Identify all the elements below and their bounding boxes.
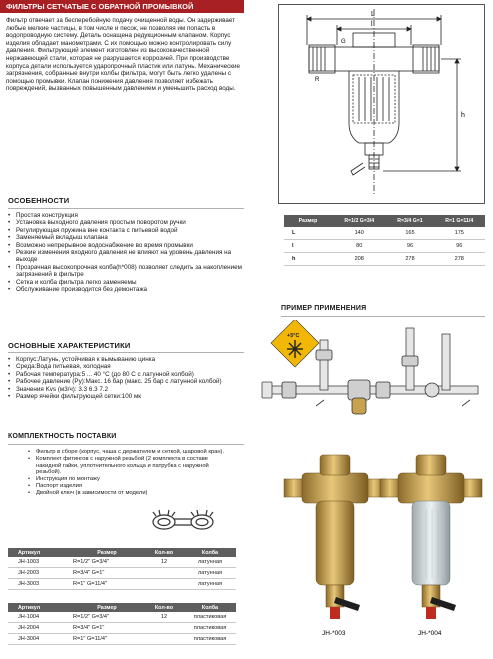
table-row	[8, 579, 236, 590]
dim-cell: 165	[386, 227, 433, 240]
size-cell: R=1" G=11/4"	[70, 579, 144, 590]
column-header: R=1/2 G=3/4	[332, 215, 386, 227]
list-item: • Сетка и колба фильтра легко заменяемы	[6, 279, 244, 286]
bowl-cell: пластиковая	[184, 612, 236, 623]
meter-icon	[425, 383, 439, 397]
kit-divider	[8, 444, 244, 445]
label-G: G	[341, 39, 346, 45]
table-row	[284, 227, 485, 240]
label-h: h	[461, 112, 465, 119]
bowl-cell: латунная	[184, 557, 236, 568]
list-item: • Комплект фитингов с наружной резьбой (2 комплекта в составе накидной гайки, уплотнительного кольца и патрубка с наружной резьбой).	[26, 456, 226, 476]
article-cell: JH-1003	[8, 557, 70, 568]
list-item: • Двойной ключ (в зависимости от модели)	[26, 490, 226, 497]
label-R: R	[315, 77, 320, 83]
column-header: Размер	[284, 215, 332, 227]
column-header: Кол-во	[144, 603, 184, 612]
list-item: • Заменяемый вкладыш клапана	[6, 234, 244, 241]
photo-caption-brass: JH-*003	[322, 630, 346, 637]
column-header: Колба	[184, 603, 236, 612]
column-header: Кол-во	[144, 548, 184, 557]
table-row	[284, 240, 485, 253]
specs-divider	[8, 352, 244, 353]
list-item: • Рабочее давление (Ру):Макс. 16 бар (макс. 25 бар с латунной колбой)	[6, 378, 238, 385]
bowl-cell: латунная	[184, 579, 236, 590]
size-cell: R=3/4" G=1"	[70, 623, 144, 634]
qty-cell	[144, 579, 184, 590]
double-wrench-icon	[150, 506, 216, 540]
table-row	[284, 253, 485, 266]
article-cell: JH-3004	[8, 634, 70, 645]
list-item: • Паспорт изделия	[26, 483, 226, 490]
product-photos	[276, 445, 488, 641]
dim-cell: 175	[434, 227, 486, 240]
article-cell: JH-1004	[8, 612, 70, 623]
qty-cell	[144, 623, 184, 634]
qty-cell	[144, 634, 184, 645]
list-item: • Фильтр в сборе (корпус, чаша с держателем и сеткой, шаровой кран).	[26, 449, 226, 456]
size-cell: R=1/2" G=3/4"	[70, 612, 144, 623]
list-item: • Прозрачная высокопрочная колба(h*008) позволяет следить за накоплением загрязнений в фильтре	[6, 264, 244, 279]
column-header: R=3/4 G=1	[386, 215, 433, 227]
dimensions-table	[284, 215, 485, 266]
application-diagram	[256, 320, 490, 420]
column-header: Колба	[184, 548, 236, 557]
column-header: Артикул	[8, 548, 70, 557]
filter-dimension-drawing	[279, 5, 484, 203]
filter-icon	[352, 398, 366, 414]
label-l: l	[371, 21, 373, 28]
size-cell: R=1" G=11/4"	[70, 634, 144, 645]
products-table-brass	[8, 548, 236, 590]
features-divider	[8, 208, 244, 209]
dim-cell: 278	[434, 253, 486, 266]
article-cell: JH-2004	[8, 623, 70, 634]
frost-badge	[271, 320, 319, 367]
list-item: • Среда:Вода питьевая, холодная	[6, 363, 238, 370]
page-banner: ФИЛЬТРЫ СЕТЧАТЫЕ С ОБРАТНОЙ ПРОМЫВКОЙ	[0, 0, 244, 13]
dim-label-cell: h	[284, 253, 332, 266]
table-row	[8, 623, 236, 634]
specs-list	[6, 356, 238, 400]
list-item: • Обслуживание производится без демонтажа	[6, 286, 244, 293]
qty-cell	[144, 568, 184, 579]
bowl-cell: латунная	[184, 568, 236, 579]
specs-title: ОСНОВНЫЕ ХАРАКТЕРИСТИКИ	[8, 341, 131, 350]
snowflake-icon	[287, 340, 303, 358]
list-item: • Возможно непрерывное водоснабжение во время промывки	[6, 242, 244, 249]
column-header: Артикул	[8, 603, 70, 612]
column-header: Размер	[70, 603, 144, 612]
article-cell: JH-3003	[8, 579, 70, 590]
label-L: L	[371, 11, 375, 18]
qty-cell: 12	[144, 612, 184, 623]
list-item: • Значения Kvs (м3/ч): 3.3 6.3 7.2	[6, 386, 238, 393]
dimension-drawing-frame	[278, 4, 485, 204]
table-row	[8, 568, 236, 579]
features-list	[6, 212, 244, 293]
kit-list	[26, 449, 226, 497]
dim-cell: 80	[332, 240, 386, 253]
list-item: • Корпус:Латунь, устойчивая к вымыванию цинка	[6, 356, 238, 363]
article-cell: JH-2003	[8, 568, 70, 579]
list-item: • Установка выходного давления простым поворотом ручки	[6, 219, 244, 226]
table-row	[8, 612, 236, 623]
list-item: • Резкие изменения входного давления не влияют на уровень давления на выходе	[6, 249, 244, 264]
intro-paragraph: Фильтр отвечает за бесперебойную подачу очищенной воды. Он задерживает любые мелкие частицы, в том числе и песок, не позволяя им попасть в водопроводную систему. Деталь оснащена редукционным клапаном. Корпус изделия обладает манометрами. С их помощью можно контролировать силу давления. Фильтрующий элемент изготовлен из высококачественной нержавеющей стали, которая не разрушается коррозией. При производстве корпуса детали используется ударопрочный пластик или латунь. Механические загрязнения, собранные внутри колбы фильтра, могут быть легко удалены с помощью промывки. Клапан понижения давления позволяет избежать повреждений, вызванных повышенным давлением и уменьшить расход воды.	[6, 17, 241, 93]
size-cell: R=1/2" G=3/4"	[70, 557, 144, 568]
temperature-badge: +5°C	[287, 333, 300, 339]
list-item: • Инструкция по монтажу	[26, 476, 226, 483]
column-header: Размер	[70, 548, 144, 557]
table-row	[8, 557, 236, 568]
size-cell: R=3/4" G=1"	[70, 568, 144, 579]
qty-cell: 12	[144, 557, 184, 568]
list-item: • Регулирующая пружина вне контакта с питьевой водой	[6, 227, 244, 234]
bowl-cell: пластиковая	[184, 623, 236, 634]
features-title: ОСОБЕННОСТИ	[8, 196, 70, 205]
column-header: R=1 G=11/4	[434, 215, 486, 227]
filter-clear-photo	[380, 455, 482, 619]
list-item: • Простая конструкция	[6, 212, 244, 219]
list-item: • Размер ячейки фильтрующей сетки:100 мк	[6, 393, 238, 400]
filter-brass-photo	[284, 455, 386, 619]
dim-label-cell: L	[284, 227, 332, 240]
list-item: • Рабочая температура:5 ... 40 °С (до 80 С с латунной колбой)	[6, 371, 238, 378]
table-row	[8, 634, 236, 645]
dim-cell: 208	[332, 253, 386, 266]
dim-cell: 96	[434, 240, 486, 253]
example-divider	[281, 316, 485, 317]
example-title: ПРИМЕР ПРИМЕНЕНИЯ	[281, 305, 367, 312]
dim-cell: 278	[386, 253, 433, 266]
dim-label-cell: l	[284, 240, 332, 253]
kit-title: КОМПЛЕКТНОСТЬ ПОСТАВКИ	[8, 433, 117, 440]
dim-cell: 96	[386, 240, 433, 253]
dim-cell: 140	[332, 227, 386, 240]
photo-caption-clear: JH-*004	[418, 630, 442, 637]
products-table-plastic	[8, 603, 236, 645]
bowl-cell: пластиковая	[184, 634, 236, 645]
